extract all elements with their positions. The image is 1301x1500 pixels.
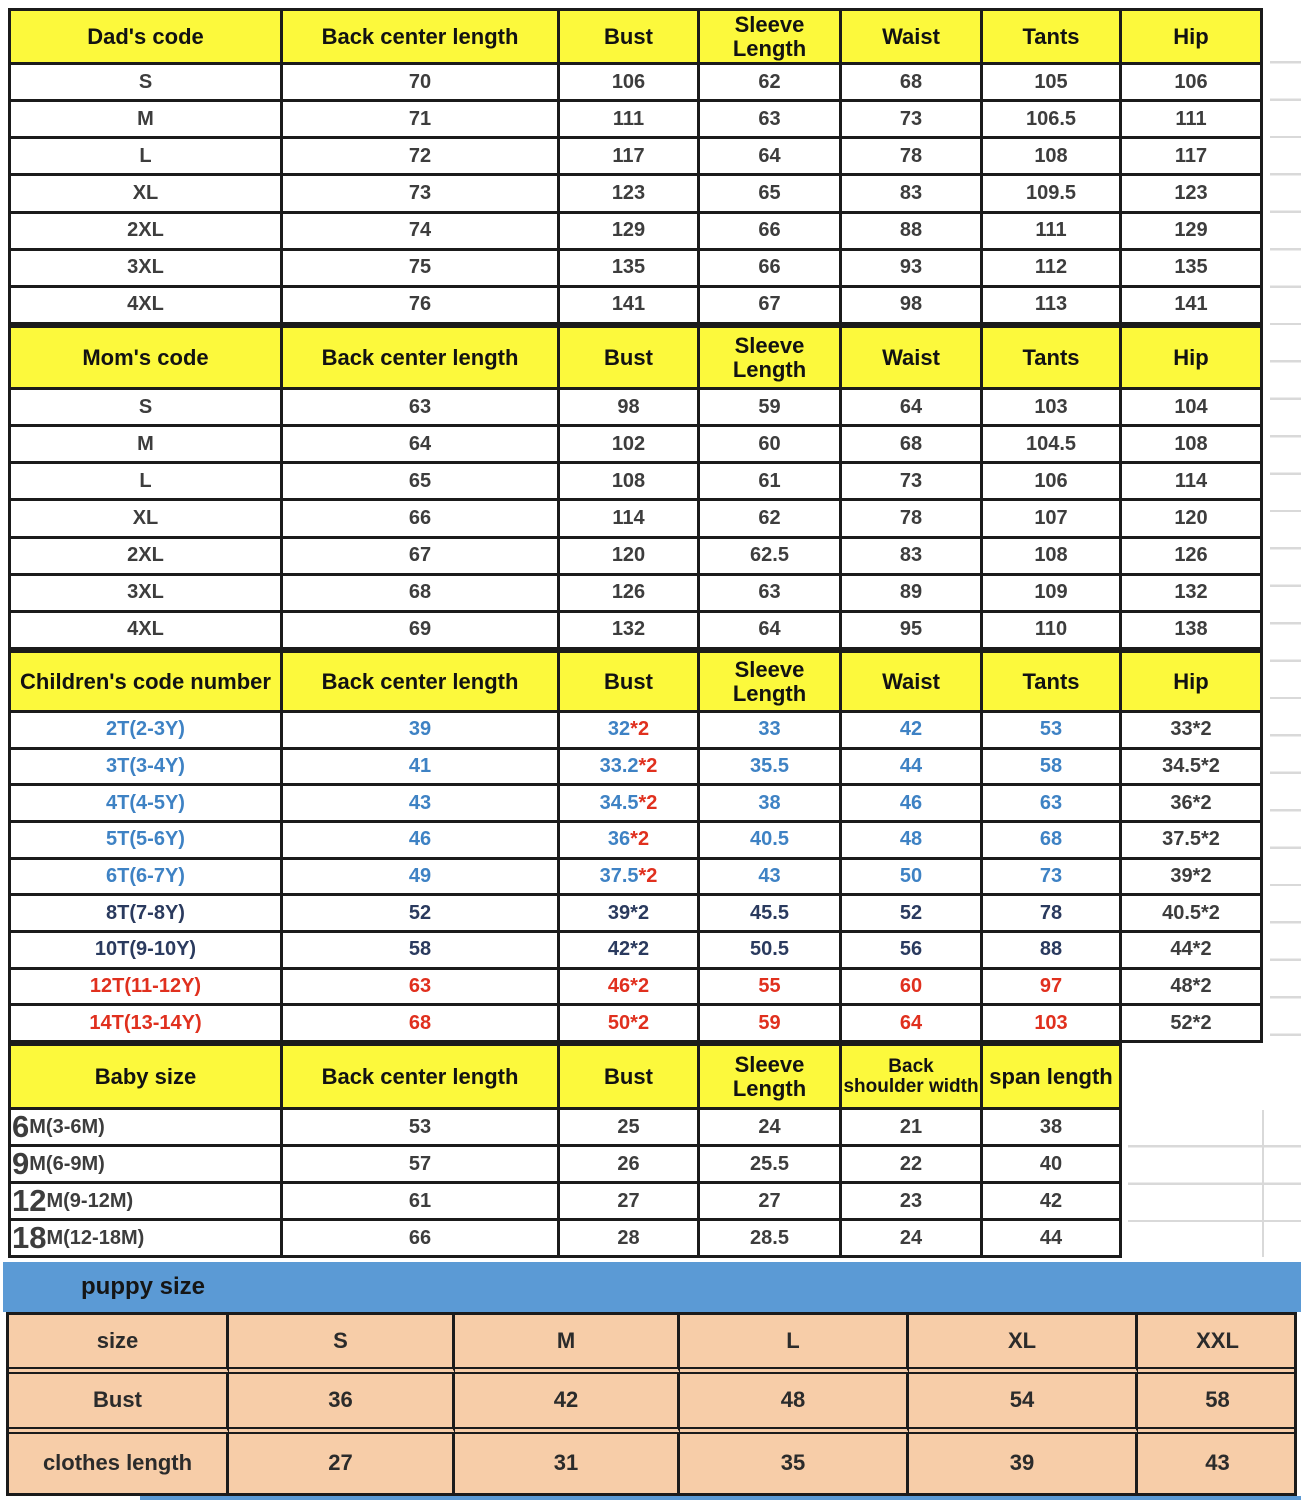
children-cell: 40.5 (700, 823, 842, 860)
children-cell: 37.5 *2 (560, 860, 700, 897)
dad-row-label: 3XL (11, 251, 283, 288)
mom-cell: 104.5 (983, 427, 1122, 464)
puppy-cell: S (229, 1315, 455, 1374)
baby-cell: 25 (560, 1110, 700, 1147)
children-cell: 36 *2 (1122, 786, 1263, 823)
puppy-size-banner (3, 1262, 1301, 1312)
mom-cell: 132 (560, 613, 700, 650)
mom-cell: 126 (1122, 539, 1263, 576)
children-row-label: 12T(11-12Y) (11, 970, 283, 1007)
dad-cell: 64 (700, 139, 842, 176)
puppy-size-table (6, 1312, 1297, 1496)
mom-cell: 62 (700, 501, 842, 538)
mom-cell: 104 (1122, 390, 1263, 427)
spreadsheet-gridline-vertical (1262, 1110, 1264, 1257)
mom-cell: 64 (842, 390, 983, 427)
baby-row-label: 18 M(12-18M) (11, 1221, 283, 1258)
dad-cell: 135 (1122, 251, 1263, 288)
dad-cell: 62 (700, 65, 842, 102)
dad-column-header: Hip (1122, 11, 1263, 65)
mom-column-header: Sleeve Length (700, 328, 842, 390)
dad-column-header: Bust (560, 11, 700, 65)
mom-cell: 78 (842, 501, 983, 538)
baby-cell: 66 (283, 1221, 560, 1258)
dad-cell: 74 (283, 214, 560, 251)
dad-cell: 109.5 (983, 176, 1122, 213)
children-cell: 63 (283, 970, 560, 1007)
children-cell: 40.5 *2 (1122, 896, 1263, 933)
mom-cell: 62.5 (700, 539, 842, 576)
children-cell: 42 *2 (560, 933, 700, 970)
children-cell: 78 (983, 896, 1122, 933)
puppy-cell: L (680, 1315, 909, 1374)
dad-cell: 108 (983, 139, 1122, 176)
children-cell: 88 (983, 933, 1122, 970)
children-cell: 73 (983, 860, 1122, 897)
mom-cell: 95 (842, 613, 983, 650)
children-cell: 32 *2 (560, 713, 700, 750)
dad-cell: 111 (983, 214, 1122, 251)
mom-row-label: M (11, 427, 283, 464)
children-size-table (8, 650, 1263, 1043)
children-cell: 39 *2 (560, 896, 700, 933)
dad-row-label: 4XL (11, 288, 283, 325)
children-cell: 68 (283, 1006, 560, 1043)
children-cell: 44 (842, 750, 983, 787)
children-column-header: Back center length (283, 653, 560, 713)
children-cell: 35.5 (700, 750, 842, 787)
mom-cell: 103 (983, 390, 1122, 427)
children-cell: 37.5 *2 (1122, 823, 1263, 860)
children-cell: 44 *2 (1122, 933, 1263, 970)
baby-row-label: 6 M(3-6M) (11, 1110, 283, 1147)
dad-cell: 105 (983, 65, 1122, 102)
puppy-cell: 42 (455, 1374, 680, 1433)
dad-column-header: Tants (983, 11, 1122, 65)
baby-cell: 53 (283, 1110, 560, 1147)
mom-cell: 110 (983, 613, 1122, 650)
children-cell: 48 (842, 823, 983, 860)
children-column-header: Hip (1122, 653, 1263, 713)
children-cell: 50 *2 (560, 1006, 700, 1043)
puppy-row-label: clothes length (9, 1434, 229, 1493)
dad-cell: 129 (560, 214, 700, 251)
dad-cell: 129 (1122, 214, 1263, 251)
mom-row-label: XL (11, 501, 283, 538)
children-cell: 48 *2 (1122, 970, 1263, 1007)
puppy-cell: 36 (229, 1374, 455, 1433)
children-cell: 52 (283, 896, 560, 933)
dad-cell: 78 (842, 139, 983, 176)
mom-cell: 126 (560, 576, 700, 613)
children-cell: 38 (700, 786, 842, 823)
dad-cell: 93 (842, 251, 983, 288)
mom-cell: 108 (983, 539, 1122, 576)
children-cell: 42 (842, 713, 983, 750)
baby-cell: 28 (560, 1221, 700, 1258)
children-cell: 39 (283, 713, 560, 750)
children-cell: 56 (842, 933, 983, 970)
next-section-edge (140, 1496, 1301, 1500)
children-cell: 52 (842, 896, 983, 933)
mom-cell: 120 (1122, 501, 1263, 538)
dad-cell: 123 (560, 176, 700, 213)
baby-cell: 27 (560, 1184, 700, 1221)
children-row-label: 2T(2-3Y) (11, 713, 283, 750)
dad-cell: 111 (560, 102, 700, 139)
mom-column-header: Back center length (283, 328, 560, 390)
children-column-header: Children's code number (11, 653, 283, 713)
dad-cell: 117 (560, 139, 700, 176)
mom-column-header: Tants (983, 328, 1122, 390)
children-cell: 33.2 *2 (560, 750, 700, 787)
dad-cell: 106.5 (983, 102, 1122, 139)
baby-column-header: Sleeve Length (700, 1046, 842, 1110)
dad-column-header: Dad's code (11, 11, 283, 65)
puppy-cell: 54 (909, 1374, 1138, 1433)
dad-cell: 135 (560, 251, 700, 288)
baby-row-label: 12 M(9-12M) (11, 1184, 283, 1221)
spreadsheet-gridlines-baby-right (1128, 1110, 1301, 1257)
baby-column-header: Bust (560, 1046, 700, 1110)
spreadsheet-gridlines-right (1270, 26, 1301, 1040)
children-row-label: 3T(3-4Y) (11, 750, 283, 787)
mom-cell: 65 (283, 464, 560, 501)
mom-cell: 67 (283, 539, 560, 576)
mom-size-table (8, 325, 1263, 650)
baby-column-header: Baby size (11, 1046, 283, 1110)
children-row-label: 10T(9-10Y) (11, 933, 283, 970)
mom-cell: 138 (1122, 613, 1263, 650)
children-cell: 58 (283, 933, 560, 970)
children-cell: 43 (283, 786, 560, 823)
dad-cell: 98 (842, 288, 983, 325)
mom-cell: 102 (560, 427, 700, 464)
mom-cell: 106 (983, 464, 1122, 501)
children-cell: 33 *2 (1122, 713, 1263, 750)
mom-column-header: Mom's code (11, 328, 283, 390)
dad-cell: 83 (842, 176, 983, 213)
dad-cell: 66 (700, 251, 842, 288)
dad-row-label: XL (11, 176, 283, 213)
dad-column-header: Waist (842, 11, 983, 65)
puppy-cell: 27 (229, 1434, 455, 1493)
dad-cell: 76 (283, 288, 560, 325)
puppy-row-label: size (9, 1315, 229, 1374)
children-cell: 59 (700, 1006, 842, 1043)
puppy-cell: M (455, 1315, 680, 1374)
baby-size-table (8, 1043, 1122, 1258)
mom-cell: 108 (1122, 427, 1263, 464)
dad-column-header: Sleeve Length (700, 11, 842, 65)
mom-cell: 60 (700, 427, 842, 464)
children-cell: 58 (983, 750, 1122, 787)
mom-cell: 114 (1122, 464, 1263, 501)
children-cell: 36 *2 (560, 823, 700, 860)
puppy-cell: 43 (1205, 1450, 1230, 1476)
mom-cell: 63 (283, 390, 560, 427)
children-cell: 63 (983, 786, 1122, 823)
dad-cell: 111 (1122, 102, 1263, 139)
dad-cell: 65 (700, 176, 842, 213)
mom-cell: 114 (560, 501, 700, 538)
mom-cell: 68 (283, 576, 560, 613)
children-column-header: Waist (842, 653, 983, 713)
baby-row-label: 9 M(6-9M) (11, 1147, 283, 1184)
mom-row-label: 3XL (11, 576, 283, 613)
dad-cell: 141 (1122, 288, 1263, 325)
baby-cell: 22 (842, 1147, 983, 1184)
dad-cell: 68 (842, 65, 983, 102)
mom-cell: 107 (983, 501, 1122, 538)
children-cell: 33 (700, 713, 842, 750)
children-cell: 50.5 (700, 933, 842, 970)
mom-cell: 64 (283, 427, 560, 464)
baby-cell: 44 (983, 1221, 1122, 1258)
children-cell: 39 *2 (1122, 860, 1263, 897)
dad-cell: 73 (842, 102, 983, 139)
mom-column-header: Hip (1122, 328, 1263, 390)
mom-cell: 98 (560, 390, 700, 427)
dad-cell: 141 (560, 288, 700, 325)
dad-size-table (8, 8, 1263, 325)
baby-cell: 25.5 (700, 1147, 842, 1184)
children-row-label: 6T(6-7Y) (11, 860, 283, 897)
dad-cell: 75 (283, 251, 560, 288)
baby-column-header: Back shoulder width (842, 1046, 983, 1110)
children-cell: 97 (983, 970, 1122, 1007)
dad-cell: 117 (1122, 139, 1263, 176)
mom-cell: 66 (283, 501, 560, 538)
children-cell: 46 *2 (560, 970, 700, 1007)
mom-cell: 120 (560, 539, 700, 576)
children-cell: 64 (842, 1006, 983, 1043)
children-cell: 103 (983, 1006, 1122, 1043)
dad-cell: 71 (283, 102, 560, 139)
children-cell: 46 (283, 823, 560, 860)
children-cell: 52 *2 (1122, 1006, 1263, 1043)
children-cell: 45.5 (700, 896, 842, 933)
dad-cell: 63 (700, 102, 842, 139)
baby-column-header: span length (983, 1046, 1122, 1110)
children-cell: 41 (283, 750, 560, 787)
dad-cell: 88 (842, 214, 983, 251)
mom-cell: 132 (1122, 576, 1263, 613)
dad-cell: 112 (983, 251, 1122, 288)
children-row-label: 8T(7-8Y) (11, 896, 283, 933)
children-row-label: 14T(13-14Y) (11, 1006, 283, 1043)
mom-cell: 69 (283, 613, 560, 650)
mom-cell: 83 (842, 539, 983, 576)
puppy-cell: 48 (680, 1374, 909, 1433)
baby-cell: 24 (700, 1110, 842, 1147)
mom-cell: 108 (560, 464, 700, 501)
mom-column-header: Waist (842, 328, 983, 390)
dad-cell: 73 (283, 176, 560, 213)
children-cell: 34.5 *2 (560, 786, 700, 823)
baby-cell: 57 (283, 1147, 560, 1184)
baby-cell: 42 (983, 1184, 1122, 1221)
dad-row-label: L (11, 139, 283, 176)
baby-cell: 28.5 (700, 1221, 842, 1258)
dad-row-label: S (11, 65, 283, 102)
children-row-label: 4T(4-5Y) (11, 786, 283, 823)
baby-cell: 38 (983, 1110, 1122, 1147)
mom-column-header: Bust (560, 328, 700, 390)
mom-cell: 61 (700, 464, 842, 501)
baby-cell: 26 (560, 1147, 700, 1184)
puppy-cell: 39 (909, 1434, 1138, 1493)
children-cell: 49 (283, 860, 560, 897)
dad-cell: 106 (560, 65, 700, 102)
baby-cell: 61 (283, 1184, 560, 1221)
mom-cell: 59 (700, 390, 842, 427)
dad-cell: 123 (1122, 176, 1263, 213)
children-column-header: Tants (983, 653, 1122, 713)
mom-row-label: L (11, 464, 283, 501)
puppy-cell: XL (909, 1315, 1138, 1374)
dad-cell: 106 (1122, 65, 1263, 102)
dad-cell: 66 (700, 214, 842, 251)
mom-row-label: 2XL (11, 539, 283, 576)
mom-cell: 89 (842, 576, 983, 613)
dad-cell: 67 (700, 288, 842, 325)
mom-cell: 63 (700, 576, 842, 613)
dad-row-label: 2XL (11, 214, 283, 251)
puppy-row-label: Bust (9, 1374, 229, 1433)
children-cell: 43 (700, 860, 842, 897)
mom-row-label: S (11, 390, 283, 427)
dad-row-label: M (11, 102, 283, 139)
dad-cell: 70 (283, 65, 560, 102)
puppy-cell: 58 (1138, 1374, 1297, 1433)
dad-cell: 72 (283, 139, 560, 176)
children-cell: 46 (842, 786, 983, 823)
puppy-cell: 31 (455, 1434, 680, 1493)
mom-cell: 64 (700, 613, 842, 650)
puppy-cell: XXL (1138, 1315, 1297, 1374)
dad-column-header: Back center length (283, 11, 560, 65)
mom-cell: 73 (842, 464, 983, 501)
baby-cell: 24 (842, 1221, 983, 1258)
children-cell: 50 (842, 860, 983, 897)
mom-cell: 68 (842, 427, 983, 464)
mom-cell: 109 (983, 576, 1122, 613)
puppy-cell: 35 (680, 1434, 909, 1493)
dad-cell: 113 (983, 288, 1122, 325)
puppy-size-title: puppy size (81, 1273, 206, 1300)
baby-cell: 21 (842, 1110, 983, 1147)
mom-row-label: 4XL (11, 613, 283, 650)
baby-cell: 27 (700, 1184, 842, 1221)
children-cell: 53 (983, 713, 1122, 750)
children-cell: 68 (983, 823, 1122, 860)
baby-cell: 23 (842, 1184, 983, 1221)
baby-column-header: Back center length (283, 1046, 560, 1110)
children-cell: 34.5 *2 (1122, 750, 1263, 787)
children-column-header: Bust (560, 653, 700, 713)
baby-cell: 40 (983, 1147, 1122, 1184)
children-row-label: 5T(5-6Y) (11, 823, 283, 860)
children-column-header: Sleeve Length (700, 653, 842, 713)
children-cell: 60 (842, 970, 983, 1007)
children-cell: 55 (700, 970, 842, 1007)
